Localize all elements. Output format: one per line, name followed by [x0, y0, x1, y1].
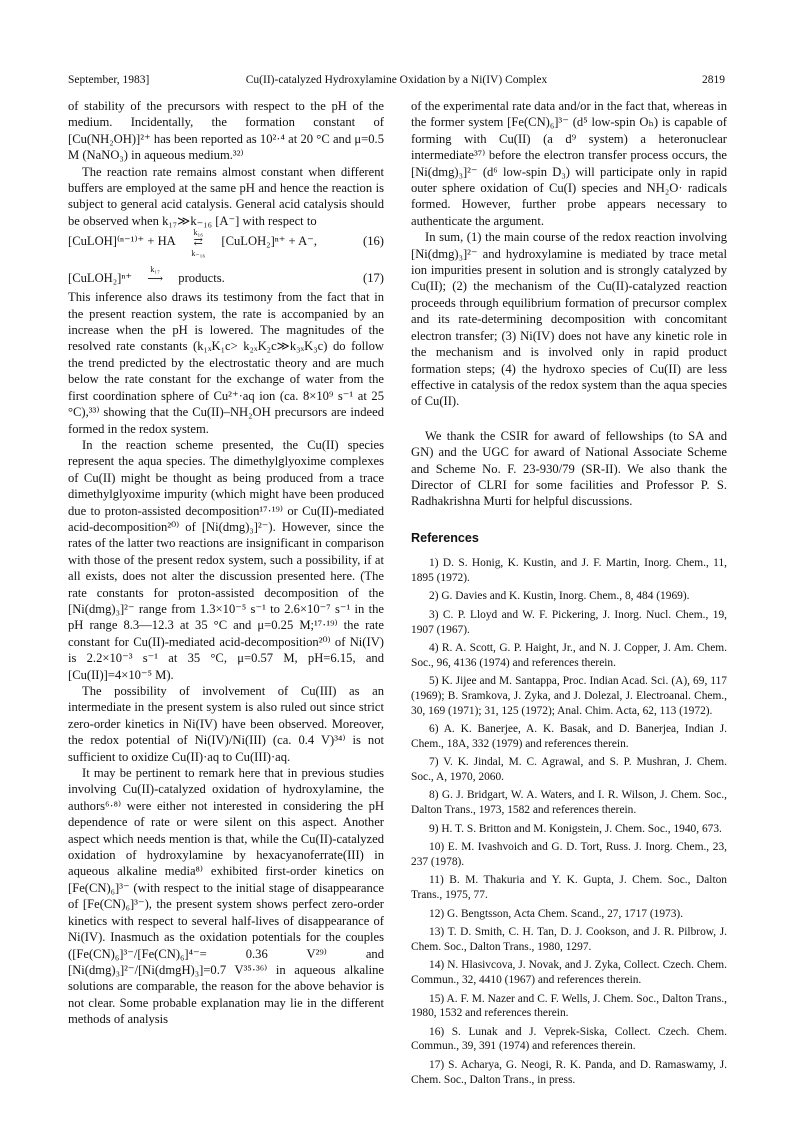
equation-16	[68, 228, 384, 259]
eq16-rhs: [CuLOH₂]ⁿ⁺ + A⁻,	[221, 234, 317, 249]
arrow-icon: k₁₇ ⟶	[135, 271, 175, 287]
references-list	[411, 556, 727, 1087]
page-number: 2819	[702, 74, 725, 86]
reference-item: 7) V. K. Jindal, M. C. Agrawal, and S. P. Mushran, J. Chem. Soc., A, 1970, 2060.	[411, 756, 727, 783]
reference-item: 14) N. Hlasivcova, J. Novak, and J. Zyka, Collect. Czech. Chem. Commun., 32, 4410 (1967) and references therein.	[411, 959, 727, 986]
equation-17	[68, 265, 384, 287]
reference-item: 1) D. S. Honig, K. Kustin, and J. F. Martin, Inorg. Chem., 11, 1895 (1972).	[411, 557, 727, 584]
header-title: Cu(II)-catalyzed Hydroxylamine Oxidation by a Ni(IV) Complex	[245, 74, 548, 86]
reference-item: 13) T. D. Smith, C. H. Tan, D. J. Cookson, and J. R. Pilbrow, J. Chem. Soc., Dalton Trans., 1980, 1297.	[411, 926, 727, 953]
paragraph: It may be pertinent to remark here that in previous studies involving Cu(II)-catalyzed oxidation of hydroxylamine, the authors⁶·⁸⁾ were either not interested in considering the pH dependence of rate or were silent on this aspect. Another aspect which needs mention is that, while the Cu(II)-catalyzed oxidation of hydroxylamine by hexacyanoferrate(III) in aqueous alkaline media⁸⁾ exhibited first-order kinetics on [Fe(CN)₆]³⁻ (with respect to the initial stage of disappearance of [Fe(CN)₆]³⁻), the present system shows perfect zero-order kinetics with respect to several half-lives of disappearance of Ni(IV). Inasmuch as the oxidation potentials for the couples ([Fe(CN)₆]³⁻/[Fe(CN)₆]⁴⁻= 0.36 V²⁹⁾ and [Ni(dmg)₃]²⁻/[Ni(dmgH)₃]=0.7 V³⁵·³⁶⁾ in aqueous alkaline solutions are comparable, the reason for the above behavior is not clear. Some probable explanation may lie in the different methods of analysis	[68, 766, 384, 1027]
eq16-k-forward: k₁₆	[193, 228, 204, 238]
paragraph: of stability of the precursors with respect to the pH of the medium. Incidentally, the formation constant of [Cu(NH₂OH)]²⁺ has been reported as 10²·⁴ at 20 °C and μ=0.5 M (NaNO₃) in aqueous medium.³²⁾	[68, 99, 384, 163]
paragraph: In sum, (1) the main course of the redox reaction involving [Ni(dmg)₃]²⁻ and hydroxylamine is mediated by trace metal ion impurities present in solution and is strongly catalyzed by Cu(II); (2) the mechanism of the Cu(II)-catalyzed reaction proceeds through equilibrium formation of precursor complex and its rate-determining decomposition with concomitant electron transfer; (3) Ni(IV) does not have any kinetic role in the mechanism and is involved only in rapid product formation steps; (4) the hydroxo species of Cu(II) are less effective in catalysis of the redox system than the aqua species of Cu(II).	[411, 230, 727, 409]
eq17-lhs: [CuLOH₂]ⁿ⁺	[68, 271, 132, 286]
running-header	[68, 74, 725, 90]
eq17-rhs: products.	[178, 271, 225, 286]
reference-item: 15) A. F. M. Nazer and C. F. Wells, J. Chem. Soc., Dalton Trans., 1980, 1532 and references therein.	[411, 992, 727, 1020]
eq17-k: k₁₇	[150, 265, 160, 275]
reference-item: 5) K. Jijee and M. Santappa, Proc. Indian Acad. Sci. (A), 69, 117 (1969); B. Sramkova, J. Zyka, and J. Dolezal, J. Electroanal. Chem., 30, 169 (1971); 31, 125 (1972); Anal. Chim. Acta, 62, 113 (1972).	[411, 675, 727, 717]
left-column	[68, 98, 384, 1028]
eq17-number: (17)	[363, 271, 384, 286]
reference-item: 9) H. T. S. Britton and M. Konigstein, J. Chem. Soc., 1940, 673.	[429, 822, 722, 835]
right-column	[411, 98, 727, 1091]
header-date: September, 1983]	[68, 74, 150, 86]
paragraph: This inference also draws its testimony from the fact that in the present reaction system, the rate is accompanied by an increase when the pH is lowered. The magnitudes of the resolved rate constants (k₁ₓK₁c> k₂ₓK₂c≫k₃ₓK₃c) do follow the trend predicted by the electrostatic theory and are much below the rate constant for the exchange of water from the first coordination sphere of Cu²⁺·aq ion (ca. 8×10⁹ s⁻¹ at 25 °C),³³⁾ showing that the Cu(II)–NH₂OH precursors are indeed formed in the redox system.	[68, 290, 384, 436]
equilibrium-arrow-icon: k₁₆ ⇄ k₋₁₆	[178, 234, 218, 250]
reference-item: 3) C. P. Lloyd and W. F. Pickering, J. Inorg. Nucl. Chem., 19, 1907 (1967).	[411, 608, 727, 636]
eq16-k-reverse: k₋₁₆	[191, 249, 206, 259]
reference-item: 6) A. K. Banerjee, A. K. Basak, and D. Banerjea, Indian J. Chem., 18A, 332 (1979) and references therein.	[411, 723, 727, 750]
reference-item: 11) B. M. Thakuria and Y. K. Gupta, J. Chem. Soc., Dalton Trans., 1975, 77.	[411, 874, 727, 902]
paragraph: The possibility of involvement of Cu(III) as an intermediate in the present system is also ruled out since strict zero-order kinetics in Ni(IV) have been observed. Moreover, the redox potential of Ni(IV)/Ni(III) (ca. 0.4 V)³⁴⁾ is not sufficient to oxidize Cu(II)·aq to Cu(III)·aq.	[68, 684, 384, 764]
references-heading: References	[411, 530, 479, 545]
reference-item: 2) G. Davies and K. Kustin, Inorg. Chem., 8, 484 (1969).	[429, 590, 690, 603]
reference-item: 12) G. Bengtsson, Acta Chem. Scand., 27, 1717 (1973).	[429, 907, 684, 920]
acknowledgement: We thank the CSIR for award of fellowships (to SA and GN) and the UGC for award of National Associate Scheme and Scheme No. F. 23-930/79 (SR-II). We also thank the Director of CLRI for some facilities and Professor P. S. Radhakrishna Murti for helpful discussions.	[411, 428, 727, 509]
eq16-number: (16)	[363, 234, 384, 249]
reference-item: 17) S. Acharya, G. Neogi, R. K. Panda, and D. Ramaswamy, J. Chem. Soc., Dalton Trans., in press.	[411, 1058, 727, 1086]
paragraph: of the experimental rate data and/or in the fact that, whereas in the former system [Fe(CN)₆]³⁻ (d⁵ low-spin Oₕ) is capable of forming with Cu(II) (a d⁹ system) a heteronuclear intermediate³⁷⁾ before the electron transfer process occurs, the [Ni(dmg)₃]²⁻ (d⁶ low-spin D₃) will participate only in rapid outer sphere oxidation of Cu(I) species and NH₂O· radicals formed. However, further probe appears necessary to authenticate the argument.	[411, 99, 727, 228]
reference-item: 16) S. Lunak and J. Veprek-Siska, Collect. Czech. Chem. Commun., 39, 391 (1974) and references therein.	[411, 1025, 727, 1053]
reference-item: 4) R. A. Scott, G. P. Haight, Jr., and N. J. Copper, J. Am. Chem. Soc., 96, 4136 (1974) and references therein.	[411, 642, 727, 669]
paragraph: In the reaction scheme presented, the Cu(II) species represent the aqua species. The dimethylglyoxime complexes of Cu(II) might be thought as being produced from a trace dimethylglyoxime impurity (which might have been produced due to proton-assisted decomposition¹⁷·¹⁹⁾ or Cu(II)-mediated acid-decomposition²⁰⁾ of [Ni(dmg)₃]²⁻). However, since the rates of the latter two reactions are insignificant in comparison with those of the present redox system, such a possibility, if at all exists, does not alter the discussion presented here. (The rate constants for proton-assisted decomposition of the [Ni(dmg)₃]²⁻ range from 1.3×10⁻⁵ s⁻¹ to 2.6×10⁻⁷ s⁻¹ in the pH range 8.3—12.3 at 35 °C and μ=0.25 M;¹⁷·¹⁹⁾ the rate constant for Cu(II)-mediated acid-decomposition²⁰⁾ of Ni(IV) is 2.2×10⁻³ s⁻¹ at 35 °C, μ=0.57 M, pH=6.15, and [Cu(II)]=4×10⁻⁵ M).	[68, 437, 384, 682]
reference-item: 8) G. J. Bridgart, W. A. Waters, and I. R. Wilson, J. Chem. Soc., Dalton Trans., 1973, 1582 and references therein.	[411, 789, 727, 817]
paragraph: The reaction rate remains almost constant when different buffers are employed at the same pH and hence the reaction is subject to general acid catalysis. General acid catalysis should be observed when k₁₇≫k₋₁₆ [A⁻] with respect to	[68, 164, 384, 228]
eq16-lhs: [CuLOH]⁽ⁿ⁻¹⁾⁺ + HA	[68, 234, 176, 249]
reference-item: 10) E. M. Ivashvoich and G. D. Tort, Russ. J. Inorg. Chem., 23, 237 (1978).	[411, 841, 727, 868]
